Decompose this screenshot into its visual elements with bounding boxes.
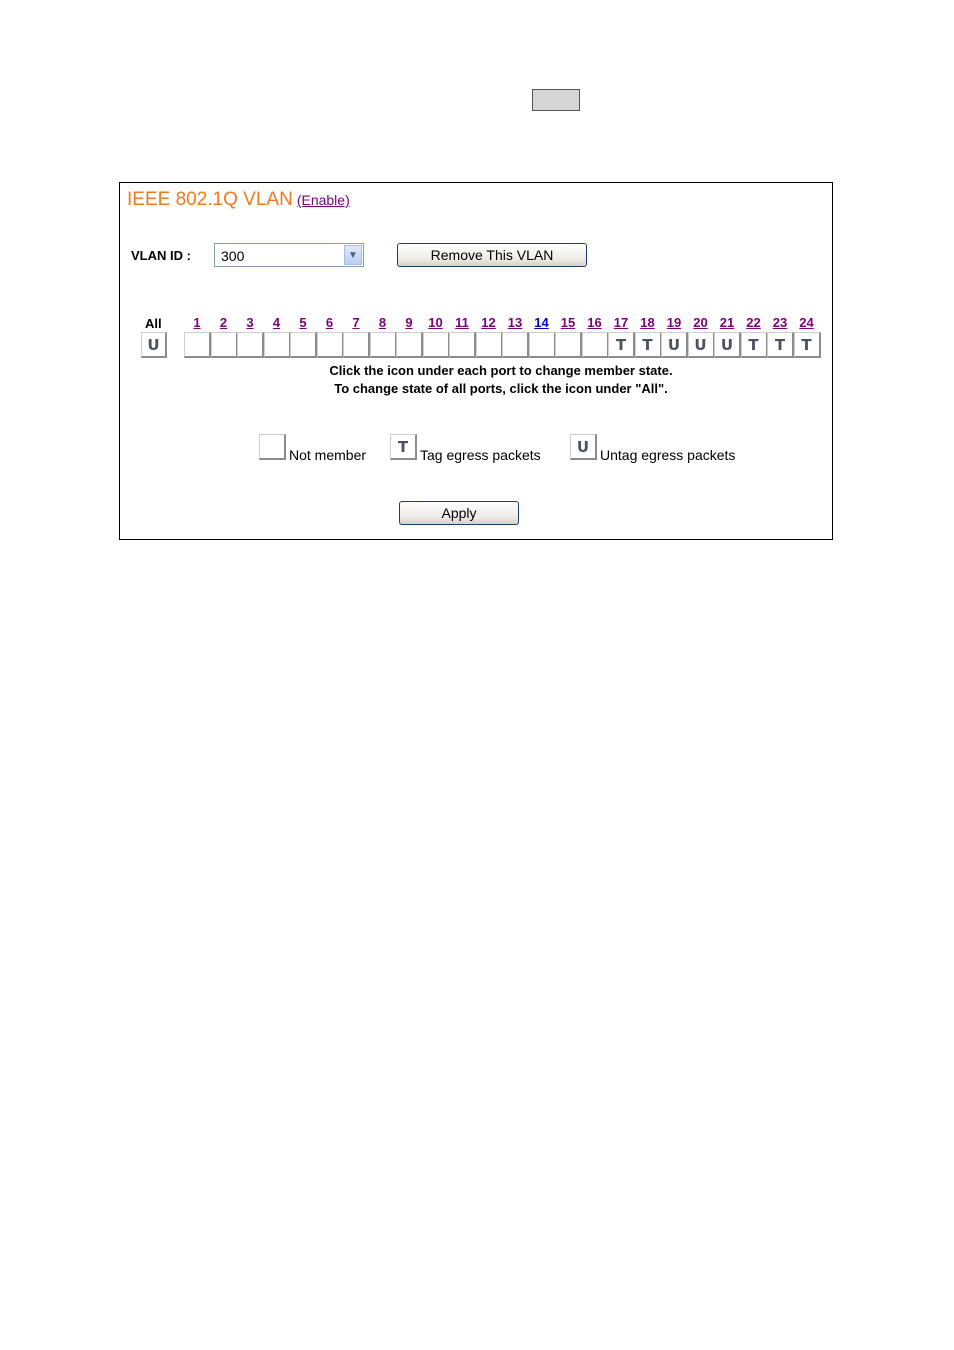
port-19-state-icon[interactable]: U (661, 332, 688, 358)
port-3-link[interactable]: 3 (246, 315, 254, 330)
port-2-state-icon[interactable] (211, 332, 238, 358)
port-24-link[interactable]: 24 (799, 315, 814, 330)
port-14-state-icon[interactable] (529, 332, 556, 358)
port-1-state-icon[interactable] (184, 332, 211, 358)
legend-untag-text: Untag egress packets (600, 447, 736, 463)
port-4-link[interactable]: 4 (272, 315, 281, 330)
port-20-link[interactable]: 20 (693, 315, 708, 330)
port-10-state-icon[interactable] (423, 332, 450, 358)
port-6-state-icon[interactable] (317, 332, 344, 358)
port-17-link[interactable]: 17 (613, 315, 629, 330)
panel-title-text: IEEE 802.1Q VLAN (127, 189, 293, 210)
port-8-link[interactable]: 8 (378, 315, 387, 330)
port-16-state-icon[interactable] (582, 332, 609, 358)
port-23-state-icon[interactable]: T (767, 332, 794, 358)
port-7-link[interactable]: 7 (352, 315, 360, 330)
port-8-state-icon[interactable] (370, 332, 397, 358)
port-1-link[interactable]: 1 (193, 315, 201, 330)
port-10-link[interactable]: 10 (428, 315, 443, 330)
port-7-state-icon[interactable] (343, 332, 370, 358)
port-11-state-icon[interactable] (449, 332, 476, 358)
port-5-state-icon[interactable] (290, 332, 317, 358)
port-20-state-icon[interactable]: U (688, 332, 715, 358)
top-gray-box (532, 89, 580, 111)
port-21-state-icon[interactable]: U (714, 332, 741, 358)
all-ports-label: All (145, 316, 162, 331)
port-2-link[interactable]: 2 (219, 315, 228, 330)
instruction-line-2: To change state of all ports, click the icon under "All". (334, 381, 668, 396)
legend-untag-icon: U (570, 434, 597, 460)
port-15-link[interactable]: 15 (560, 315, 576, 330)
port-4-state-icon[interactable] (264, 332, 291, 358)
port-19-link[interactable]: 19 (666, 315, 682, 330)
port-12-state-icon[interactable] (476, 332, 503, 358)
chevron-down-icon[interactable]: ▼ (344, 245, 362, 265)
port-11-link[interactable]: 11 (455, 315, 469, 330)
port-18-link[interactable]: 18 (640, 315, 655, 330)
port-18-state-icon[interactable]: T (635, 332, 662, 358)
port-23-link[interactable]: 23 (772, 315, 788, 330)
port-13-link[interactable]: 13 (507, 315, 523, 330)
port-17-state-icon[interactable]: T (608, 332, 635, 358)
vlan-id-select[interactable] (214, 243, 364, 267)
instruction-line-1: Click the icon under each port to change member state. (329, 363, 673, 378)
legend-not-member-icon (259, 434, 286, 460)
panel-title (127, 189, 350, 211)
vlan-id-label: VLAN ID : (131, 248, 191, 263)
port-14-link[interactable]: 14 (534, 315, 549, 330)
apply-button[interactable]: Apply (399, 501, 519, 525)
legend-not-member-text: Not member (289, 447, 367, 463)
port-5-link[interactable]: 5 (299, 315, 307, 330)
vlan-panel (119, 182, 833, 540)
port-15-state-icon[interactable] (555, 332, 582, 358)
remove-vlan-button[interactable]: Remove This VLAN (397, 243, 587, 267)
port-3-state-icon[interactable] (237, 332, 264, 358)
port-24-state-icon[interactable]: T (794, 332, 821, 358)
port-21-link[interactable]: 21 (719, 315, 735, 330)
port-16-link[interactable]: 16 (587, 315, 602, 330)
vlan-id-value: 300 (221, 248, 245, 264)
legend-tag-icon: T (390, 434, 417, 460)
port-9-link[interactable]: 9 (405, 315, 413, 330)
port-22-link[interactable]: 22 (746, 315, 761, 330)
enable-link[interactable]: (Enable) (296, 192, 350, 208)
legend-tag-text: Tag egress packets (420, 447, 541, 463)
port-12-link[interactable]: 12 (481, 315, 496, 330)
port-6-link[interactable]: 6 (325, 315, 334, 330)
all-ports-state-icon[interactable]: U (141, 332, 167, 358)
port-22-state-icon[interactable]: T (741, 332, 768, 358)
port-9-state-icon[interactable] (396, 332, 423, 358)
port-13-state-icon[interactable] (502, 332, 529, 358)
